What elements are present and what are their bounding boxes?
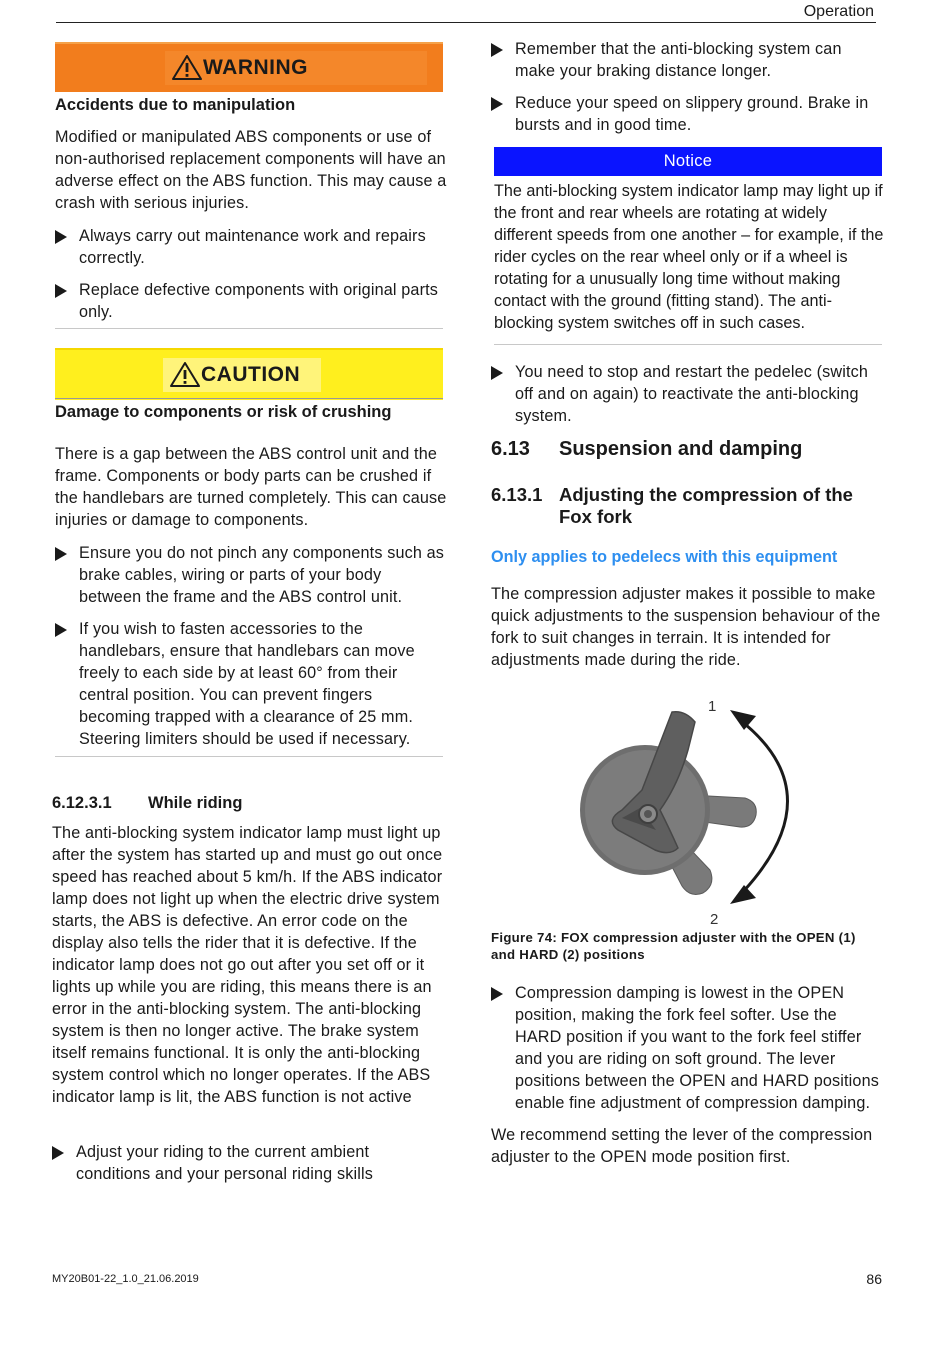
bullet-text: Adjust your riding to the current ambient conditions and your personal riding skills	[76, 1143, 373, 1183]
caution-bullet-1	[55, 542, 447, 608]
bullet-arrow-icon	[55, 230, 67, 244]
notice-text: The anti-blocking system indicator lamp may light up if the front and rear wheels are rotating at widely different speeds from one another – for example, if the rider cycles on the rear wheel only or if a wheel is rotating for a unusually long time without making contact with the ground (fitting stand). The anti-blocking system switches off in such cases.	[494, 182, 884, 332]
warning-bullet-2	[55, 279, 447, 323]
notice-end-rule	[494, 344, 882, 345]
caution-title: Damage to components or risk of crushing	[55, 403, 392, 421]
while-riding-text: The anti-blocking system indicator lamp must light up after the system has started up and must go out once speed has reached about 5 km/h. If the ABS indicator lamp does not light up when the electric drive system starts, the ABS is defective. An error code on the display also tells the rider that it is defective. If the indicator lamp does not go out after you set off or it lights up while you are riding, this means there is an error in the anti-blocking system. The anti-blocking system is then no longer active. The brake system itself remains functional. It is only the anti-blocking system control which no longer operates. If the ABS indicator lamp is lit, the ABS function is not active	[52, 824, 443, 1106]
recommend-text: We recommend setting the lever of the compression adjuster to the OPEN mode position first.	[491, 1126, 873, 1166]
bullet-text: Ensure you do not pinch any components such as brake cables, wiring or parts of your body between the frame and the ABS control unit.	[79, 544, 445, 606]
caution-label: CAUTION	[201, 363, 301, 386]
warning-triangle-icon	[169, 361, 201, 388]
while-riding-bullet	[52, 1141, 447, 1185]
restart-bullet	[491, 361, 886, 427]
fox-compression-adjuster-figure	[560, 690, 820, 930]
caution-label-box	[163, 358, 321, 392]
warning-bullet-1	[55, 225, 447, 269]
applies-note: Only applies to pedelecs with this equipment	[491, 548, 838, 566]
bullet-arrow-icon	[491, 43, 503, 57]
bullet-arrow-icon	[55, 547, 67, 561]
section-title-while-riding: While riding	[148, 794, 243, 812]
warning-text: Modified or manipulated ABS components or use of non-authorised replacement components will have an adverse effect on the ABS function. This may cause a crash with serious injuries.	[55, 128, 447, 212]
damping-bullet	[491, 982, 886, 1114]
caution-bullet-2	[55, 618, 447, 750]
bullet-arrow-icon	[55, 284, 67, 298]
warning-label-box	[165, 51, 427, 85]
bullet-text: Always carry out maintenance work and repairs correctly.	[79, 227, 426, 267]
caution-banner	[55, 348, 443, 400]
bullet-text: Remember that the anti-blocking system can make your braking distance longer.	[515, 40, 842, 80]
bullet-arrow-icon	[491, 987, 503, 1001]
bullet-arrow-icon	[52, 1146, 64, 1160]
bullet-text: If you wish to fasten accessories to the handlebars, ensure that handlebars can move freely to each side by at least 60° from their central position. You can prevent fingers becoming trapped with a clearance of 25 mm. Steering limiters should be used if necessary.	[79, 620, 415, 748]
right-bullet-2	[491, 92, 886, 136]
figure-label-2: 2	[710, 911, 719, 928]
section-number-6-12-3-1: 6.12.3.1	[52, 794, 112, 812]
figure-caption: Figure 74: FOX compression adjuster with the OPEN (1) and HARD (2) positions	[491, 930, 856, 962]
bullet-text: Reduce your speed on slippery ground. Brake in bursts and in good time.	[515, 94, 869, 134]
notice-banner: Notice	[494, 147, 882, 176]
bullet-arrow-icon	[491, 97, 503, 111]
section-number-6-13: 6.13	[491, 438, 530, 460]
footer-doc-id: MY20B01-22_1.0_21.06.2019	[52, 1273, 199, 1285]
bullet-arrow-icon	[491, 366, 503, 380]
bullet-text: You need to stop and restart the pedelec (switch off and on again) to reactivate the anti-blocking system.	[515, 363, 869, 425]
bullet-text: Compression damping is lowest in the OPEN position, making the fork feel softer. Use the HARD position if you want to the fork feel stiffer and you are riding on soft ground. The lever positions between the OPEN and HARD positions enable fine adjustment of compression damping.	[515, 984, 879, 1112]
bullet-text: Replace defective components with original parts only.	[79, 281, 439, 321]
warning-banner	[55, 42, 443, 92]
page-number: 86	[866, 1271, 882, 1287]
header-rule	[56, 22, 876, 23]
bullet-arrow-icon	[55, 623, 67, 637]
caution-text: There is a gap between the ABS control unit and the frame. Components or body parts can be crushed if the handlebars are turned completely. This can cause injuries or damage to components.	[55, 445, 447, 529]
section-title-compression: Adjusting the compression of the Fox fork	[559, 484, 853, 527]
warning-title: Accidents due to manipulation	[55, 96, 296, 114]
compression-text: The compression adjuster makes it possible to make quick adjustments to the suspension behaviour of the fork to suit changes in terrain. It is intended for adjustments made during the ride.	[491, 585, 881, 669]
warning-end-rule	[55, 328, 443, 329]
right-bullet-1	[491, 38, 886, 82]
warning-triangle-icon	[171, 54, 203, 81]
section-title-suspension: Suspension and damping	[559, 438, 803, 460]
caution-banner-rule	[55, 398, 443, 399]
section-number-6-13-1: 6.13.1	[491, 484, 543, 505]
warning-label: WARNING	[203, 56, 308, 79]
running-header: Operation	[803, 3, 874, 20]
figure-label-1: 1	[708, 698, 717, 715]
caution-end-rule	[55, 756, 443, 757]
